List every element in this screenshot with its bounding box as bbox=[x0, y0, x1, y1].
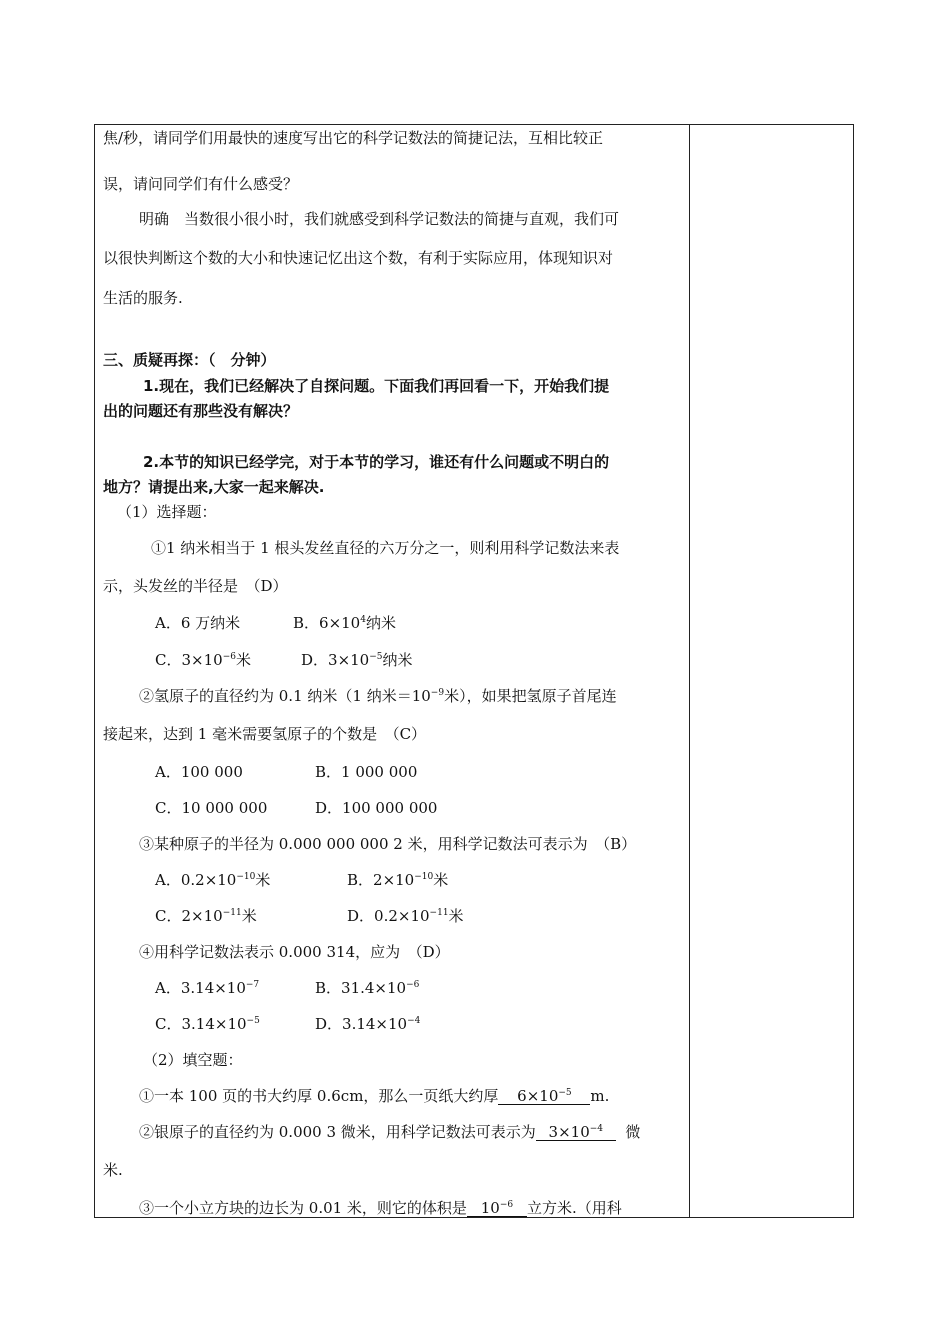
fill-title: （2）填空题： bbox=[143, 1051, 243, 1069]
choice-q1-option-b: B．$6\times 10^4$纳米 bbox=[293, 614, 396, 632]
choice-q2-option-a: A．100 000 bbox=[155, 763, 243, 781]
q2-line1: 2.本节的知识已经学完，对于本节的学习，谁还有什么问题或不明白的 bbox=[143, 453, 610, 471]
choice-q3-option-d: D．$0.2\times 10^{-11}$米 bbox=[347, 907, 464, 925]
choice-q1-option-a: A．6 万纳米 bbox=[155, 614, 241, 632]
para1-line2: 误，请问同学们有什么感受？ bbox=[103, 175, 299, 193]
para2-line1: 明确 当数很小很小时，我们就感受到科学记数法的简捷与直观，我们可 bbox=[139, 210, 620, 228]
choice-q2-option-c: C．10 000 000 bbox=[155, 799, 268, 817]
document-table bbox=[94, 124, 854, 1218]
fill-q3-answer: $10^{-6}$ bbox=[467, 1200, 527, 1217]
choice-q2-option-d: D．100 000 000 bbox=[315, 799, 438, 817]
para1-line1: 焦/秒，请同学们用最快的速度写出它的科学记数法的简捷记法，互相比较正 bbox=[103, 129, 604, 147]
q2-line2: 地方？请提出来,大家一起来解决. bbox=[103, 478, 325, 496]
choice-q1-option-c: C．$3\times 10^{-6}$米 bbox=[155, 651, 251, 669]
choice-q4-option-a: A．$3.14\times 10^{-7}$ bbox=[155, 979, 260, 997]
choice-title: （1）选择题： bbox=[117, 503, 217, 521]
column-divider bbox=[689, 125, 690, 1217]
choice-q1-line1: ①1 纳米相当于 1 根头发丝直径的六万分之一，则利用科学记数法来表 bbox=[151, 539, 620, 557]
section3-heading: 三、质疑再探：（ 分钟） bbox=[103, 351, 276, 369]
q1-line2: 出的问题还有那些没有解决？ bbox=[103, 402, 299, 420]
choice-q4-line1: ④用科学记数法表示 0.000 314，应为 （D） bbox=[139, 943, 450, 961]
choice-q2-option-b: B．1 000 000 bbox=[315, 763, 418, 781]
fill-q3-line: ③一个小立方块的边长为 0.01 米，则它的体积是 $10^{-6}$ 立方米.（用科 bbox=[139, 1199, 622, 1217]
para2-line2: 以很快判断这个数的大小和快速记忆出这个数，有利于实际应用，体现知识对 bbox=[103, 249, 614, 267]
fill-q2-line2: 米. bbox=[103, 1161, 123, 1179]
choice-q2-line2: 接起来，达到 1 毫米需要氢原子的个数是 （C） bbox=[103, 725, 427, 743]
choice-q3-line1: ③某种原子的半径为 0.000 000 000 2 米，用科学记数法可表示为 （B） bbox=[139, 835, 637, 853]
choice-q3-option-c: C．$2\times 10^{-11}$米 bbox=[155, 907, 257, 925]
fill-q1-answer: $6\times 10^{-5}$ bbox=[498, 1088, 590, 1105]
q1-line1: 1.现在，我们已经解决了自探问题。下面我们再回看一下，开始我们提 bbox=[143, 377, 610, 395]
fill-q1-line: ①一本 100 页的书大约厚 0.6cm，那么一页纸大约厚 $6\times 10^{-5}$ m. bbox=[139, 1087, 610, 1105]
choice-q2-line1: ②氢原子的直径约为 0.1 纳米（1 纳米$=10^{-9}$米），如果把氢原子首尾连 bbox=[139, 687, 617, 705]
choice-q1-option-d: D．$3\times 10^{-5}$纳米 bbox=[301, 651, 413, 669]
choice-q3-option-b: B．$2\times 10^{-10}$米 bbox=[347, 871, 449, 889]
para2-line3: 生活的服务. bbox=[103, 289, 183, 307]
choice-q3-option-a: A．$0.2\times 10^{-10}$米 bbox=[155, 871, 271, 889]
choice-q4-option-c: C．$3.14\times 10^{-5}$ bbox=[155, 1015, 260, 1033]
choice-q1-line2: 示，头发丝的半径是 （D） bbox=[103, 577, 288, 595]
choice-q4-option-d: D．$3.14\times 10^{-4}$ bbox=[315, 1015, 421, 1033]
fill-q2-line1: ②银原子的直径约为 0.000 3 微米，用科学记数法可表示为 $3\times 10^{-4}$ 微 bbox=[139, 1123, 641, 1141]
fill-q2-answer: $3\times 10^{-4}$ bbox=[536, 1124, 616, 1141]
choice-q4-option-b: B．$31.4\times 10^{-6}$ bbox=[315, 979, 420, 997]
